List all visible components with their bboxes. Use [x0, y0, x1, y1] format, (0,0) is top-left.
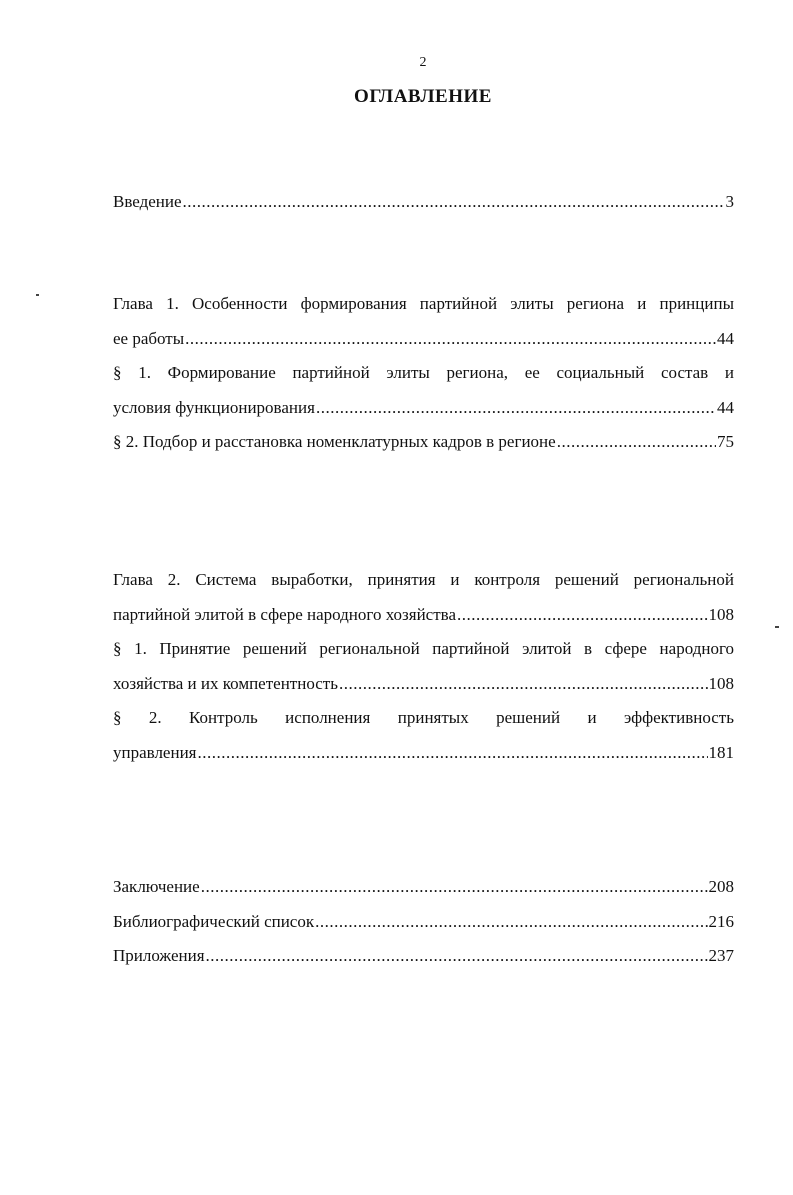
entry-text: ее работы [113, 328, 185, 348]
toc-entry-section-1-1[interactable] [113, 391, 734, 426]
entry-text: Библиографический список [113, 911, 315, 931]
entry-page: 216 [708, 911, 734, 931]
toc-entry-conclusion[interactable] [113, 870, 734, 905]
toc-chapter-2 [113, 563, 734, 770]
leader-dots [201, 870, 708, 905]
leader-dots [339, 667, 708, 702]
entry-text: § 2. Подбор и расстановка номенклатурных кадров в регионе [113, 432, 556, 451]
entry-text: условия функционирования [113, 397, 315, 417]
toc-entry-section-1-2[interactable] [113, 425, 734, 460]
page-title: ОГЛАВЛЕНИЕ [354, 86, 492, 107]
section-2-2-line1[interactable]: § 2. Контроль исполнения принятых решений и эффективность [113, 708, 734, 727]
toc-entry-appendices[interactable] [113, 939, 734, 974]
scan-speck [775, 626, 779, 628]
toc-intro [113, 185, 734, 220]
toc-entry-chapter-1[interactable] [113, 322, 734, 357]
leader-dots [198, 736, 708, 771]
entry-page: 237 [708, 946, 734, 965]
leader-dots [185, 322, 716, 357]
toc-entry-section-2-1[interactable] [113, 667, 734, 702]
entry-page: 108 [708, 673, 734, 693]
entry-page: 3 [725, 192, 734, 211]
leader-dots [183, 185, 725, 220]
entry-page: 108 [708, 604, 734, 624]
chapter-1-heading-line1[interactable]: Глава 1. Особенности формирования партийной элиты региона и принципы [113, 294, 734, 313]
leader-dots [315, 905, 707, 940]
toc-entry-bibliography[interactable] [113, 905, 734, 940]
entry-page: 44 [717, 328, 734, 348]
entry-text: хозяйства и их компетентность [113, 673, 338, 693]
entry-text: Приложения [113, 946, 205, 965]
leader-dots [316, 391, 716, 426]
toc-back-matter [113, 870, 734, 974]
section-2-1-line1[interactable]: § 1. Принятие решений региональной партийной элитой в сфере народного [113, 639, 734, 658]
entry-page: 208 [708, 877, 734, 896]
toc-entry-intro[interactable] [113, 185, 734, 220]
entry-text: управления [113, 742, 197, 762]
entry-page: 44 [717, 397, 734, 417]
entry-text: партийной элитой в сфере народного хозяйства [113, 604, 457, 624]
toc-entry-section-2-2[interactable] [113, 736, 734, 771]
section-1-1-line1[interactable]: § 1. Формирование партийной элиты региона, ее социальный состав и [113, 363, 734, 382]
page-number: 2 [419, 55, 427, 70]
entry-page: 181 [708, 742, 734, 762]
leader-dots [557, 425, 716, 460]
toc-entry-chapter-2[interactable] [113, 598, 734, 633]
entry-text: Заключение [113, 877, 200, 896]
toc-chapter-1 [113, 287, 734, 460]
entry-page: 75 [717, 432, 734, 451]
chapter-2-heading-line1[interactable]: Глава 2. Система выработки, принятия и контроля решений региональной [113, 570, 734, 589]
leader-dots [206, 939, 708, 974]
entry-text: Введение [113, 192, 182, 211]
leader-dots [457, 598, 707, 633]
scan-speck [36, 294, 39, 296]
